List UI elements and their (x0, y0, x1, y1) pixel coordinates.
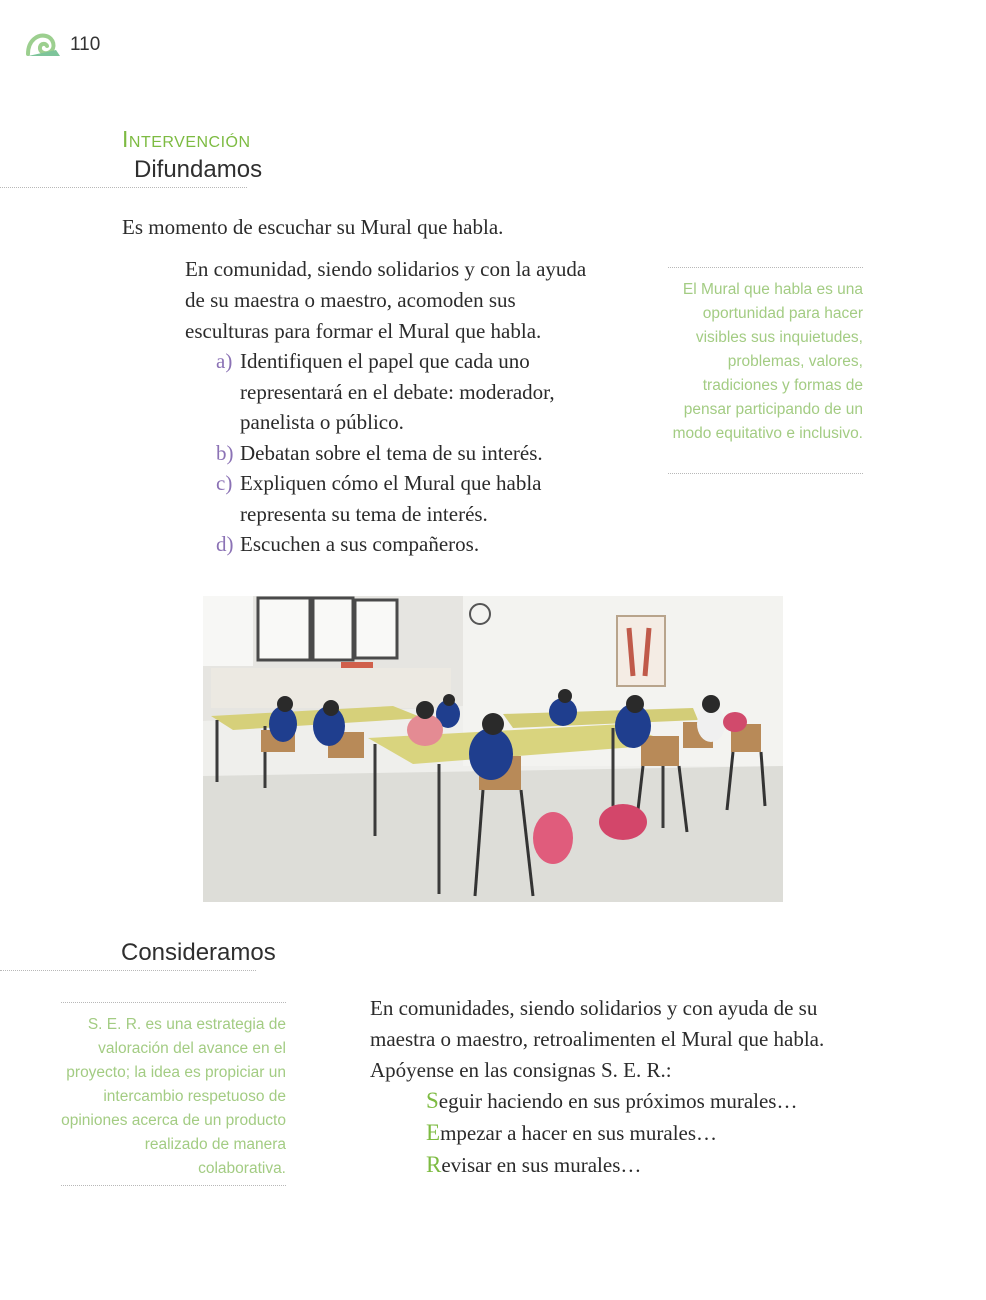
note2-divider-top (61, 1002, 286, 1003)
ser-letter: R (426, 1152, 442, 1177)
ser-text: mpezar a hacer en sus murales… (440, 1121, 718, 1145)
section-kicker: Intervención (122, 126, 251, 152)
ser-text: evisar en sus murales… (441, 1153, 642, 1177)
side-note-mural: El Mural que habla es una oportunidad para hacer visibles sus inquietudes, problemas, valores, tradiciones y formas de pensar participando de un modo equitativo e inclusivo. (672, 281, 863, 442)
consideramos-divider (0, 970, 256, 971)
ser-text: eguir haciendo en sus próximos murales… (438, 1089, 798, 1113)
classroom-photo (203, 596, 783, 902)
list-item (216, 346, 586, 438)
side-note-ser: S. E. R. es una estrategia de valoración del avance en el proyecto; la idea es propiciar un intercambio respetuoso de opiniones acerca de un producto realizado de manera colaborativa. (61, 1016, 286, 1177)
list-item (216, 438, 586, 469)
list-item (216, 468, 586, 529)
list-marker: b) (216, 440, 234, 465)
list-item-text: Expliquen cómo el Mural que habla representa su tema de interés. (240, 471, 542, 526)
section-title: Difundamos (134, 156, 263, 183)
page-number: 110 (70, 34, 101, 55)
ser-item (426, 1085, 797, 1117)
ser-item (426, 1117, 797, 1149)
consideramos-title: Consideramos (121, 939, 276, 966)
ser-letter: S (426, 1088, 439, 1113)
list-item-text: Escuchen a sus compañeros. (240, 532, 480, 556)
list-item (216, 529, 586, 560)
consideramos-paragraph: En comunidades, siendo solidarios y con ayuda de su maestra o maestro, retroalimenten el Mural que habla. Apóyense en las consignas S. E. R.: (370, 996, 825, 1082)
snail-spiral-icon (26, 30, 62, 60)
list-item-text: Debatan sobre el tema de su interés. (240, 440, 543, 465)
ser-item (426, 1149, 797, 1181)
note-divider-bottom (668, 473, 863, 474)
list-marker: c) (216, 471, 233, 495)
list-item-text: Identifiquen el papel que cada uno representará en el debate: moderador, panelista o público. (240, 349, 555, 434)
note-divider-top (668, 267, 863, 268)
intro-text: Es momento de escuchar su Mural que habla. (122, 215, 504, 239)
note2-divider-bottom (61, 1185, 286, 1186)
steps-list (216, 346, 586, 560)
ser-list (426, 1085, 797, 1181)
section-divider (0, 187, 247, 188)
instructions-paragraph: En comunidad, siendo solidarios y con la ayuda de su maestra o maestro, acomoden sus esculturas para formar el Mural que habla. (185, 257, 587, 343)
ser-letter: E (426, 1120, 441, 1145)
list-marker: a) (216, 349, 233, 373)
list-marker: d) (216, 532, 234, 556)
